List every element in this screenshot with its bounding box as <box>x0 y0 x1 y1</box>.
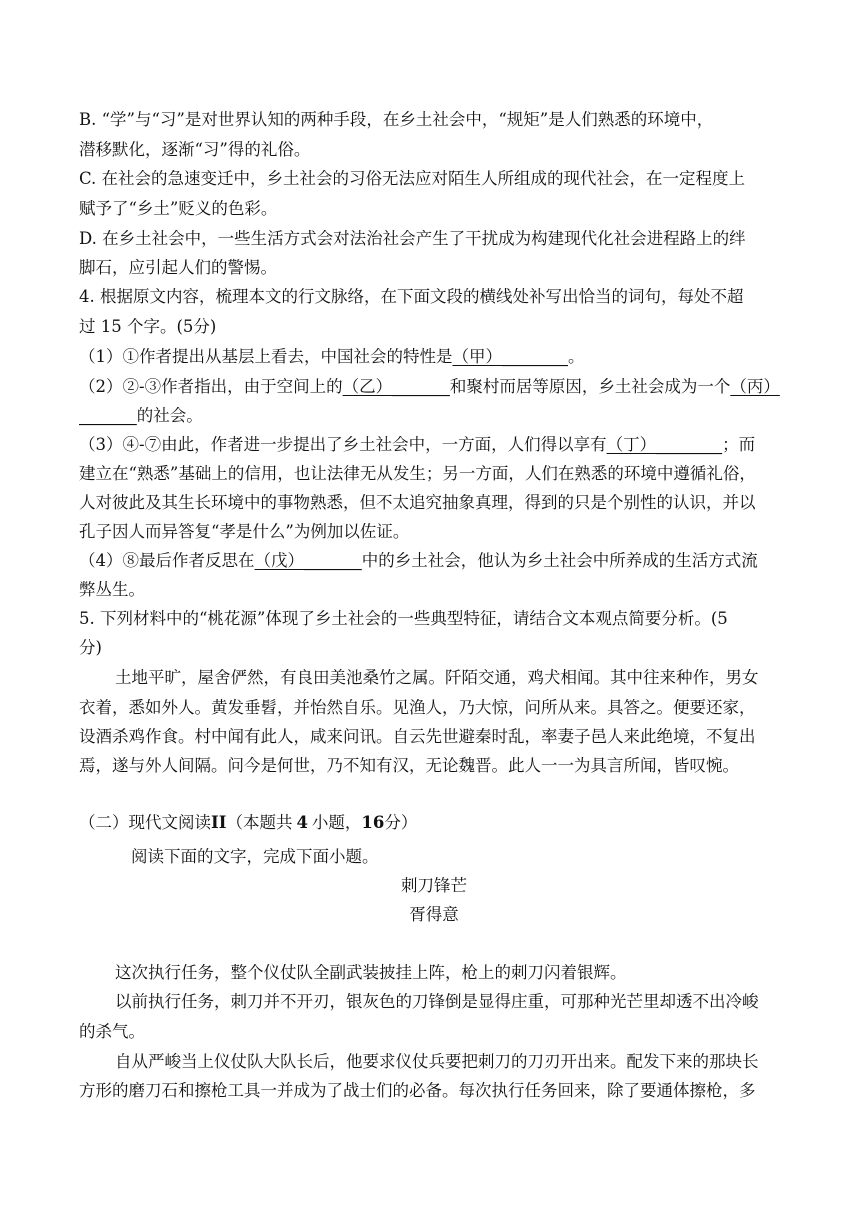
story-author: 胥得意 <box>409 905 459 924</box>
option-c-line-1: C. 在社会的急速变迁中，乡土社会的习俗无法应对陌生人所组成的现代社会，在一定程度上 <box>79 169 746 188</box>
question-4-line-2: 过 15 个字。(5分) <box>79 317 217 336</box>
q4-item-1-text: （1）①作者提出从基层上看去，中国社会的特性是 <box>79 347 453 366</box>
q4-item-2 <box>79 375 780 399</box>
blank-jia: （甲）________ <box>452 347 568 366</box>
q4-item-2-text: （2）②-③作者指出，由于空间上的 <box>79 377 343 396</box>
question-5-line-1: 5. 下列材料中的“桃花源”体现了乡土社会的一些典型特征，请结合文本观点简要分析。(5 <box>79 609 728 628</box>
excerpt-line-3: 设酒杀鸡作食。村中闻有此人，咸来问讯。自云先世避秦时乱，率妻子邑人来此绝境，不复出 <box>79 727 756 746</box>
q4-item-1 <box>79 345 585 369</box>
blank-bing-continued: _______ <box>79 406 137 425</box>
question-5-line-2: 分) <box>79 638 102 657</box>
paragraph-2-line-1: 以前执行任务，刺刀并不开刃，银灰色的刀锋倒是显得庄重，可那种光芒里却透不出冷峻 <box>115 992 759 1011</box>
q4-item-3 <box>79 433 755 457</box>
q4-item-4-end: 中的乡土社会，他认为乡土社会中所养成的生活方式流 <box>361 551 758 570</box>
question-4-line-1: 4. 根据原文内容，梳理本文的行文脉络，在下面文段的横线处补写出恰当的词句，每处不超 <box>79 287 744 306</box>
q4-item-3-end: ；而 <box>722 435 756 454</box>
option-b-line-1: B. “学”与“习”是对世界认知的两种手段，在乡土社会中，“规矩”是人们熟悉的环境中， <box>79 110 714 129</box>
blank-wu: （戊）_______ <box>254 551 362 570</box>
q4-item-4 <box>79 549 758 573</box>
paragraph-3-line-2: 方形的磨刀石和擦枪工具一并成为了战士们的必备。每次执行任务回来，除了要通体擦枪，多 <box>79 1081 756 1100</box>
paragraph-3-line-1: 自从严峻当上仪仗队大队长后，他要求仪仗兵要把刺刀的刀刃开出来。配发下来的那块长 <box>115 1052 759 1071</box>
option-c-line-2: 赋予了“乡土”贬义的色彩。 <box>79 199 278 218</box>
section-2-heading-post: 分） <box>384 813 418 832</box>
blank-bing: （丙） <box>730 377 780 396</box>
option-d-line-2: 脚石，应引起人们的警惕。 <box>79 258 277 277</box>
option-b-line-2: 潜移默化，逐渐“习”得的礼俗。 <box>79 140 311 159</box>
section-2-score: 16 <box>361 813 385 832</box>
q4-item-3-line-3: 人对彼此及其生长环境中的事物熟悉，但不太追究抽象真理，得到的只是个别性的认识，并以 <box>79 493 756 512</box>
option-d-line-1: D. 在乡土社会中，一些生活方式会对法治社会产生了干扰成为构建现代化社会进程路上的绊 <box>79 229 746 248</box>
q4-item-4-text: （4）⑧最后作者反思在 <box>79 551 255 570</box>
q4-item-3-text: （3）④-⑦由此，作者进一步提出了乡土社会中，一方面，人们得以享有 <box>79 435 607 454</box>
q4-item-4-line-2: 弊丛生。 <box>79 580 145 599</box>
story-title: 刺刀锋芒 <box>401 876 467 895</box>
excerpt-line-4: 焉，遂与外人间隔。问今是何世，乃不知有汉，无论魏晋。此人一一为具言所闻，皆叹惋。 <box>79 756 739 775</box>
excerpt-line-2: 衣着，悉如外人。黄发垂髫，并怡然自乐。见渔人，乃大惊，问所从来。具答之。便要还家， <box>79 698 756 717</box>
q4-item-1-end: 。 <box>568 347 585 366</box>
blank-yi: （乙）_______ <box>342 377 450 396</box>
section-2-heading <box>79 811 417 835</box>
excerpt-line-1: 土地平旷，屋舍俨然，有良田美池桑竹之属。阡陌交通，鸡犬相闻。其中往来种作，男女 <box>115 668 759 687</box>
section-2-heading-mid: （本题共 <box>226 813 293 832</box>
q4-item-3-line-2: 建立在“熟悉”基础上的信用，也让法律无从发生；另一方面，人们在熟悉的环境中遵循礼俗， <box>79 464 756 483</box>
q4-item-2-line-2 <box>79 404 203 428</box>
q4-item-2-mid: 和聚村而居等原因，乡土社会成为一个 <box>449 377 731 396</box>
reading-instruction: 阅读下面的文字，完成下面小题。 <box>131 847 379 866</box>
q4-item-3-line-4: 孔子因人而异答复“孝是什么”为例加以佐证。 <box>79 522 410 541</box>
paragraph-2-line-2: 的杀气。 <box>79 1022 145 1041</box>
q4-item-2-end: 的社会。 <box>136 406 203 425</box>
section-2-heading-pre: （二）现代文阅读 <box>79 813 211 832</box>
section-2-heading-num: II <box>211 813 227 832</box>
paragraph-1: 这次执行任务，整个仪仗队全副武装披挂上阵，枪上的刺刀闪着银辉。 <box>115 963 627 982</box>
blank-ding: （丁）________ <box>606 435 723 454</box>
section-2-question-count: 4 <box>296 813 308 832</box>
section-2-heading-mid2: 小题， <box>311 813 362 832</box>
